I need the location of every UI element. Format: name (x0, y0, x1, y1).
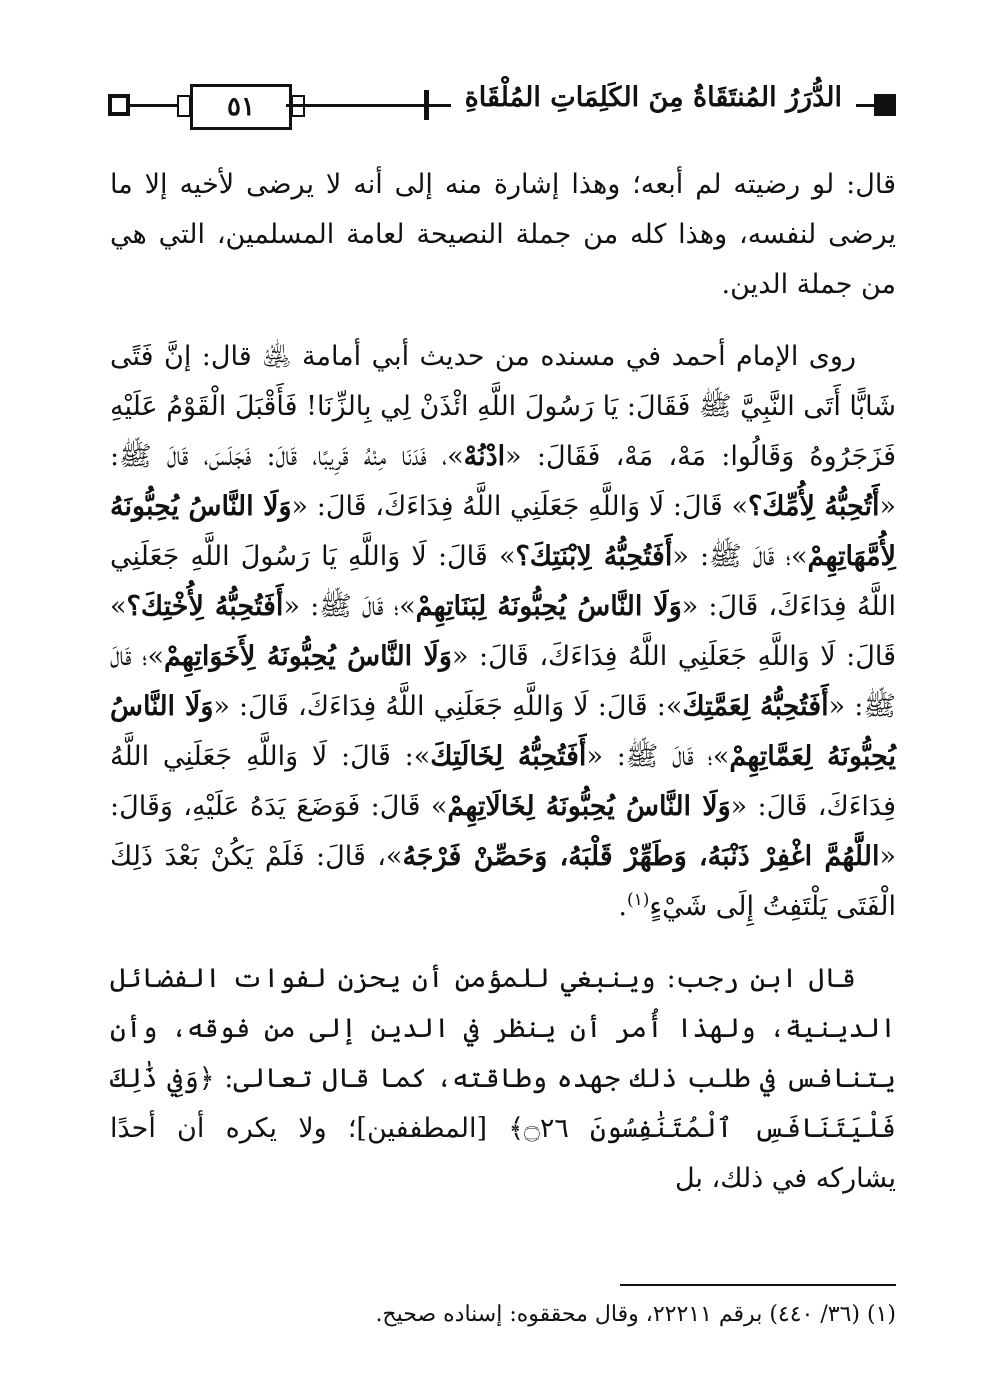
text-segment: روى الإمام أحمد في مسنده من حديث أبي أمامة ﵁ قال: إنَّ فَتًى شَابًّا أَتَى النَّبِيَّ ﷺ فَقَالَ: يَا رَسُولَ اللَّهِ ائْذَنْ لِي بِالزِّنَا! فَأَقْبَلَ الْقَوْمُ عَلَيْهِ فَزَجَرُوهُ وَقَالُوا: مَهْ، مَهْ، فَقَالَ: « (109, 341, 897, 472)
footnote-marker: (١) (626, 890, 650, 910)
header-ornament-square-left (108, 94, 130, 116)
text-segment: »؛ قَالَ ﷺ: « (283, 591, 416, 622)
text-segment: »، فَدَنَا مِنْهُ قَرِيبًا، قَالَ: فَجَلَسَ، قَالَ ﷺ: « (110, 441, 897, 522)
header-ornament-bar (424, 90, 429, 120)
page-header (108, 78, 896, 134)
text-segment: . (618, 891, 627, 922)
hadith-quote-text: أَفَتُحِبُّهُ لِعَمَّتِكَ (682, 691, 829, 722)
text-segment: »: قَالَ: لَا وَاللَّهِ جَعَلَنِي اللَّهُ فِدَاءَكَ، قَالَ: « (213, 691, 683, 722)
text-segment: قال: لو رضيته لم أبعه؛ وهذا إشارة منه إلى أنه لا يرضى لأخيه إلا ما يرضى لنفسه، وهذا كله من جملة النصيحة لعامة المسلمين، التي هي من جملة الدين. (110, 169, 896, 300)
header-ornament-square-right (874, 94, 896, 116)
text-segment: » قَالَ: فَوَضَعَ يَدَهُ عَلَيْهِ، وَقَالَ: « (110, 791, 896, 872)
page-body (110, 160, 896, 1204)
hadith-quote-text: وَلَا النَّاسُ يُحِبُّونَهُ لِعَمَّاتِهِمْ (110, 691, 896, 772)
text-segment: » قَالَ: لَا وَاللَّهِ جَعَلَنِي اللَّهُ فِدَاءَكَ، قَالَ: « (291, 491, 748, 522)
text-segment: قال ابن رجب: وينبغي للمؤمن أن يحزن لفوات الفضائل الدينية، ولهذا أُمر أن ينظر في الدين إلى من فوقه، وأن يتنافس في طلب ذلك جهده وطاقته، كما قال تعالى: ﴿وَفِي ذَٰلِكَ فَلْيَتَنَافَسِ ٱلْمُتَنَٰفِسُونَ ۝٢٦﴾ [المطففين]؛ ولا يكره أن أحدًا يشاركه في ذلك، بل (110, 963, 896, 1194)
hadith-quote-text: أَفَتُحِبُّهُ لِخَالَتِكَ (430, 741, 587, 772)
hadith-quote-text: وَلَا النَّاسُ يُحِبُّونَهُ لِأَخَوَاتِهِمْ (163, 641, 452, 672)
text-segment: »، قَالَ: فَلَمْ يَكُنْ بَعْدَ ذَلِكَ الْفَتَى يَلْتَفِتُ إِلَى شَيْءٍ (110, 841, 896, 922)
paragraph-intro (110, 160, 896, 310)
text-segment: »: قَالَ: لَا وَاللَّهِ جَعَلَنِي اللَّهُ فِدَاءَكَ، قَالَ: « (110, 741, 896, 822)
hadith-quote-text: ادْنُهْ (463, 441, 506, 472)
footnote: (١) (٣٦/ ٤٤٠) برقم ٢٢٢١١، وقال محققوه: إسناده صحيح. (375, 1302, 896, 1327)
text-segment: »؛ قَالَ ﷺ: « (586, 741, 730, 772)
paragraph-hadith (110, 332, 896, 932)
text-segment: » قَالَ: لَا وَاللَّهِ جَعَلَنِي اللَّهُ فِدَاءَكَ، قَالَ: « (110, 591, 896, 672)
page-number: ٥١ (190, 84, 292, 130)
text-segment: » قَالَ: لَا وَاللَّهِ يَا رَسُولَ اللَّهِ جَعَلَنِي اللَّهُ فِدَاءَكَ، قَالَ: « (110, 541, 896, 622)
footnote-separator (620, 1284, 896, 1286)
hadith-quote-text: أَفَتُحِبُّهُ لِأُخْتِكَ؟ (126, 591, 284, 622)
hadith-quote-text: أَتُحِبُّهُ لِأُمِّكَ؟ (747, 491, 880, 522)
running-title: الدُّرَرُ المُنتَقَاةُ مِنَ الكَلِمَاتِ المُلْقَاةِ (451, 82, 856, 113)
hadith-quote-text: وَلَا النَّاسُ يُحِبُّونَهُ لِخَالَاتِهِمْ (447, 791, 731, 822)
paragraph-ibn-rajab (110, 954, 896, 1204)
hadith-quote-text: أَفَتُحِبُّهُ لِابْنَتِكَ؟ (515, 541, 673, 572)
hadith-quote-text: وَلَا النَّاسُ يُحِبُّونَهُ لِبَنَاتِهِمْ (415, 591, 682, 622)
text-segment: »؛ قَالَ ﷺ: « (672, 541, 808, 572)
hadith-quote-text: اللَّهُمَّ اغْفِرْ ذَنْبَهُ، وَطَهِّرْ قَلْبَهُ، وَحَصِّنْ فَرْجَهُ (402, 841, 880, 872)
hadith-quote-text: وَلَا النَّاسُ يُحِبُّونَهُ لِأُمَّهَاتِهِمْ (110, 491, 896, 572)
text-segment: »؛ قَالَ ﷺ: « (110, 641, 896, 722)
